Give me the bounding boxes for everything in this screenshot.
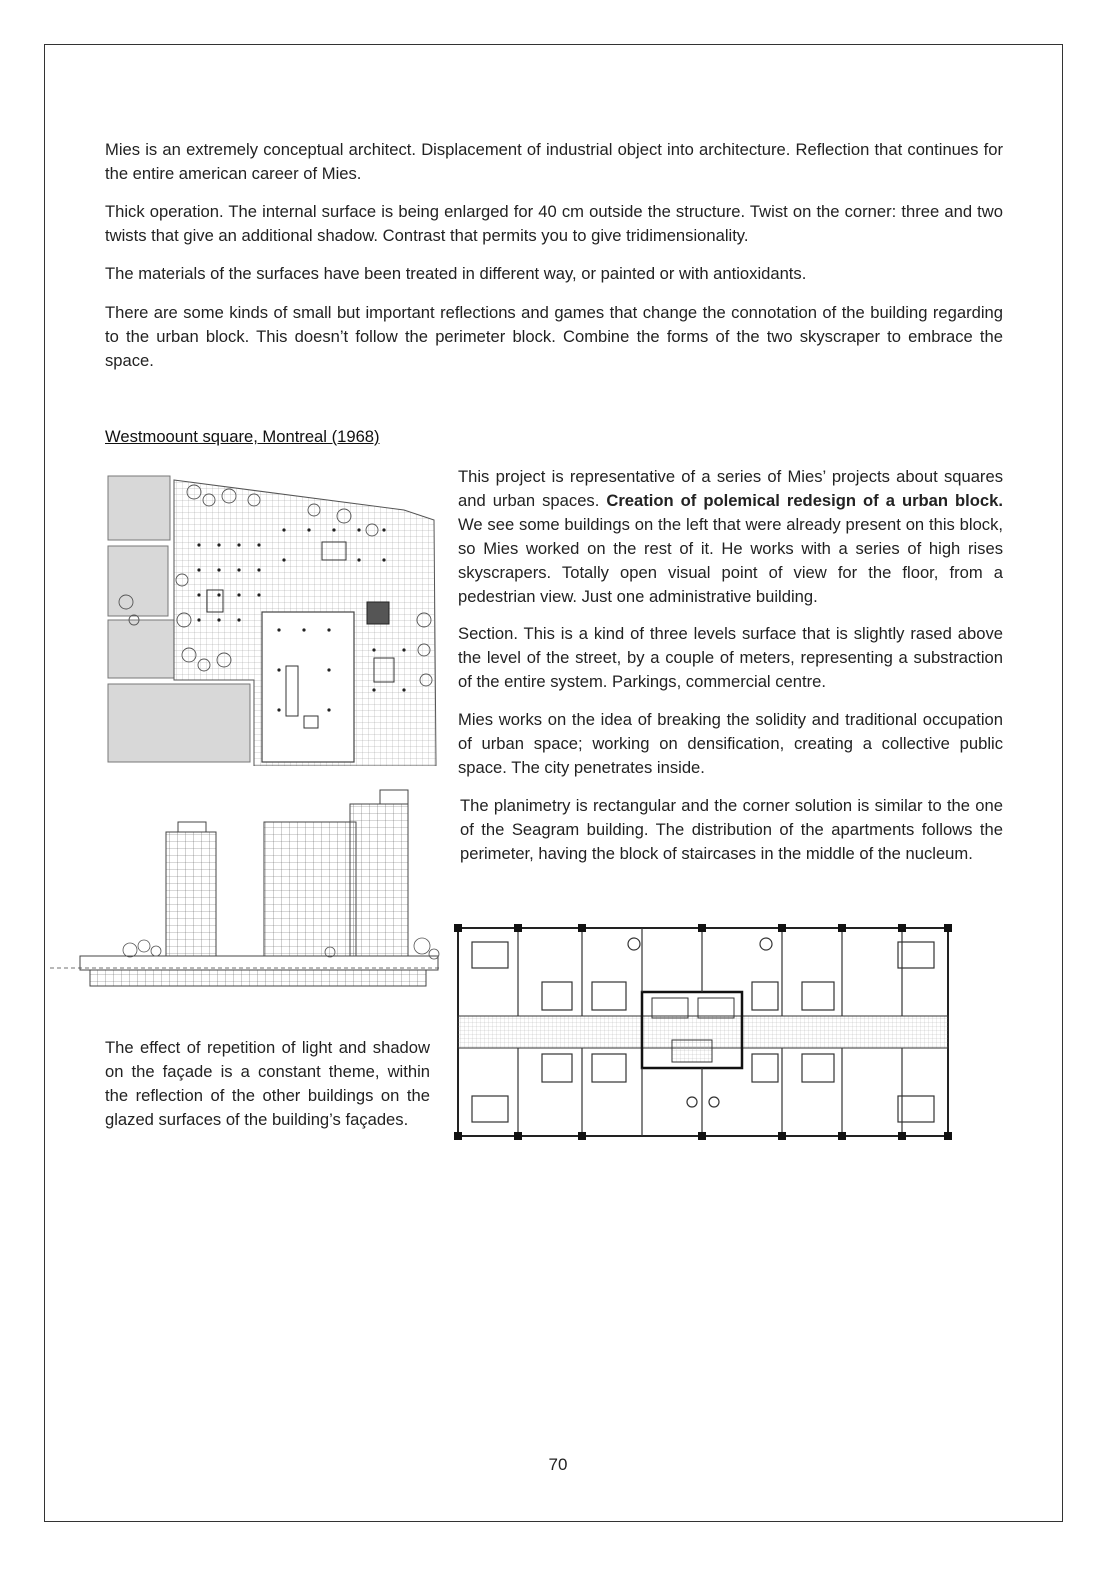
existing-building bbox=[108, 546, 168, 616]
paragraph-1: Mies is an extremely conceptual architect. Displacement of industrial object into architecture. Reflection that continues for the entire american career of Mies. bbox=[105, 140, 1003, 183]
podium bbox=[80, 956, 438, 970]
right-paragraph-3: Mies works on the idea of breaking the solidity and traditional occupation of urban space; working on densification, creating a collective public space. The city penetrates inside. bbox=[458, 710, 1003, 777]
right-p1-bold: Creation of polemical redesign of a urban block. bbox=[606, 491, 1003, 510]
section-elevation-drawing bbox=[50, 786, 442, 998]
existing-building bbox=[108, 684, 250, 762]
middle-tower bbox=[264, 822, 356, 956]
tower-footprint bbox=[262, 612, 354, 762]
section-heading: Westmoount square, Montreal (1968) bbox=[105, 427, 380, 446]
right-tower bbox=[350, 804, 408, 956]
existing-building bbox=[108, 476, 170, 540]
facade-caption: The effect of repetition of light and shadow on the façade is a constant theme, within the reflection of the other buildings on the glazed surfaces of the building’s façades. bbox=[105, 1038, 430, 1129]
right-paragraph-1 bbox=[458, 465, 1003, 609]
site-plan-drawing bbox=[104, 470, 438, 766]
paragraph-3: The materials of the surfaces have been treated in different way, or painted or with antioxidants. bbox=[105, 264, 807, 283]
right-p1-text-a: This project is representative of a series of Mies’ projects about squares and urban spaces. bbox=[458, 467, 1003, 510]
left-tower bbox=[166, 832, 216, 956]
floor-plan-drawing bbox=[452, 922, 954, 1142]
right-paragraph-2: Section. This is a kind of three levels surface that is slightly rased above the level of the street, by a couple of meters, representing a substraction of the entire system. Parkings, commercial centre. bbox=[458, 624, 1003, 691]
paragraph-2: Thick operation. The internal surface is being enlarged for 40 cm outside the structure. Twist on the corner: three and two twists that give an additional shadow. Contrast that permits you to give tridimensionality. bbox=[105, 202, 1003, 245]
right-paragraph-4: The planimetry is rectangular and the corner solution is similar to the one of the Seagram building. The distribution of the apartments follows the perimeter, having the block of staircases in the middle of the nucleum. bbox=[460, 796, 1003, 863]
paragraph-4: There are some kinds of small but important reflections and games that change the connotation of the building regarding to the urban block. This doesn’t follow the perimeter block. Combine the forms of the two skyscraper to embrace the space. bbox=[105, 303, 1003, 370]
existing-building bbox=[108, 620, 174, 678]
right-p1-text-b: We see some buildings on the left that were already present on this block, so Mies worked on the rest of it. He works with a series of high rises skyscrapers. Totally open visual point of view for the floor, from a pedestrian view. Just one administrative building. bbox=[458, 515, 1003, 606]
page-number: 70 bbox=[548, 1455, 568, 1474]
